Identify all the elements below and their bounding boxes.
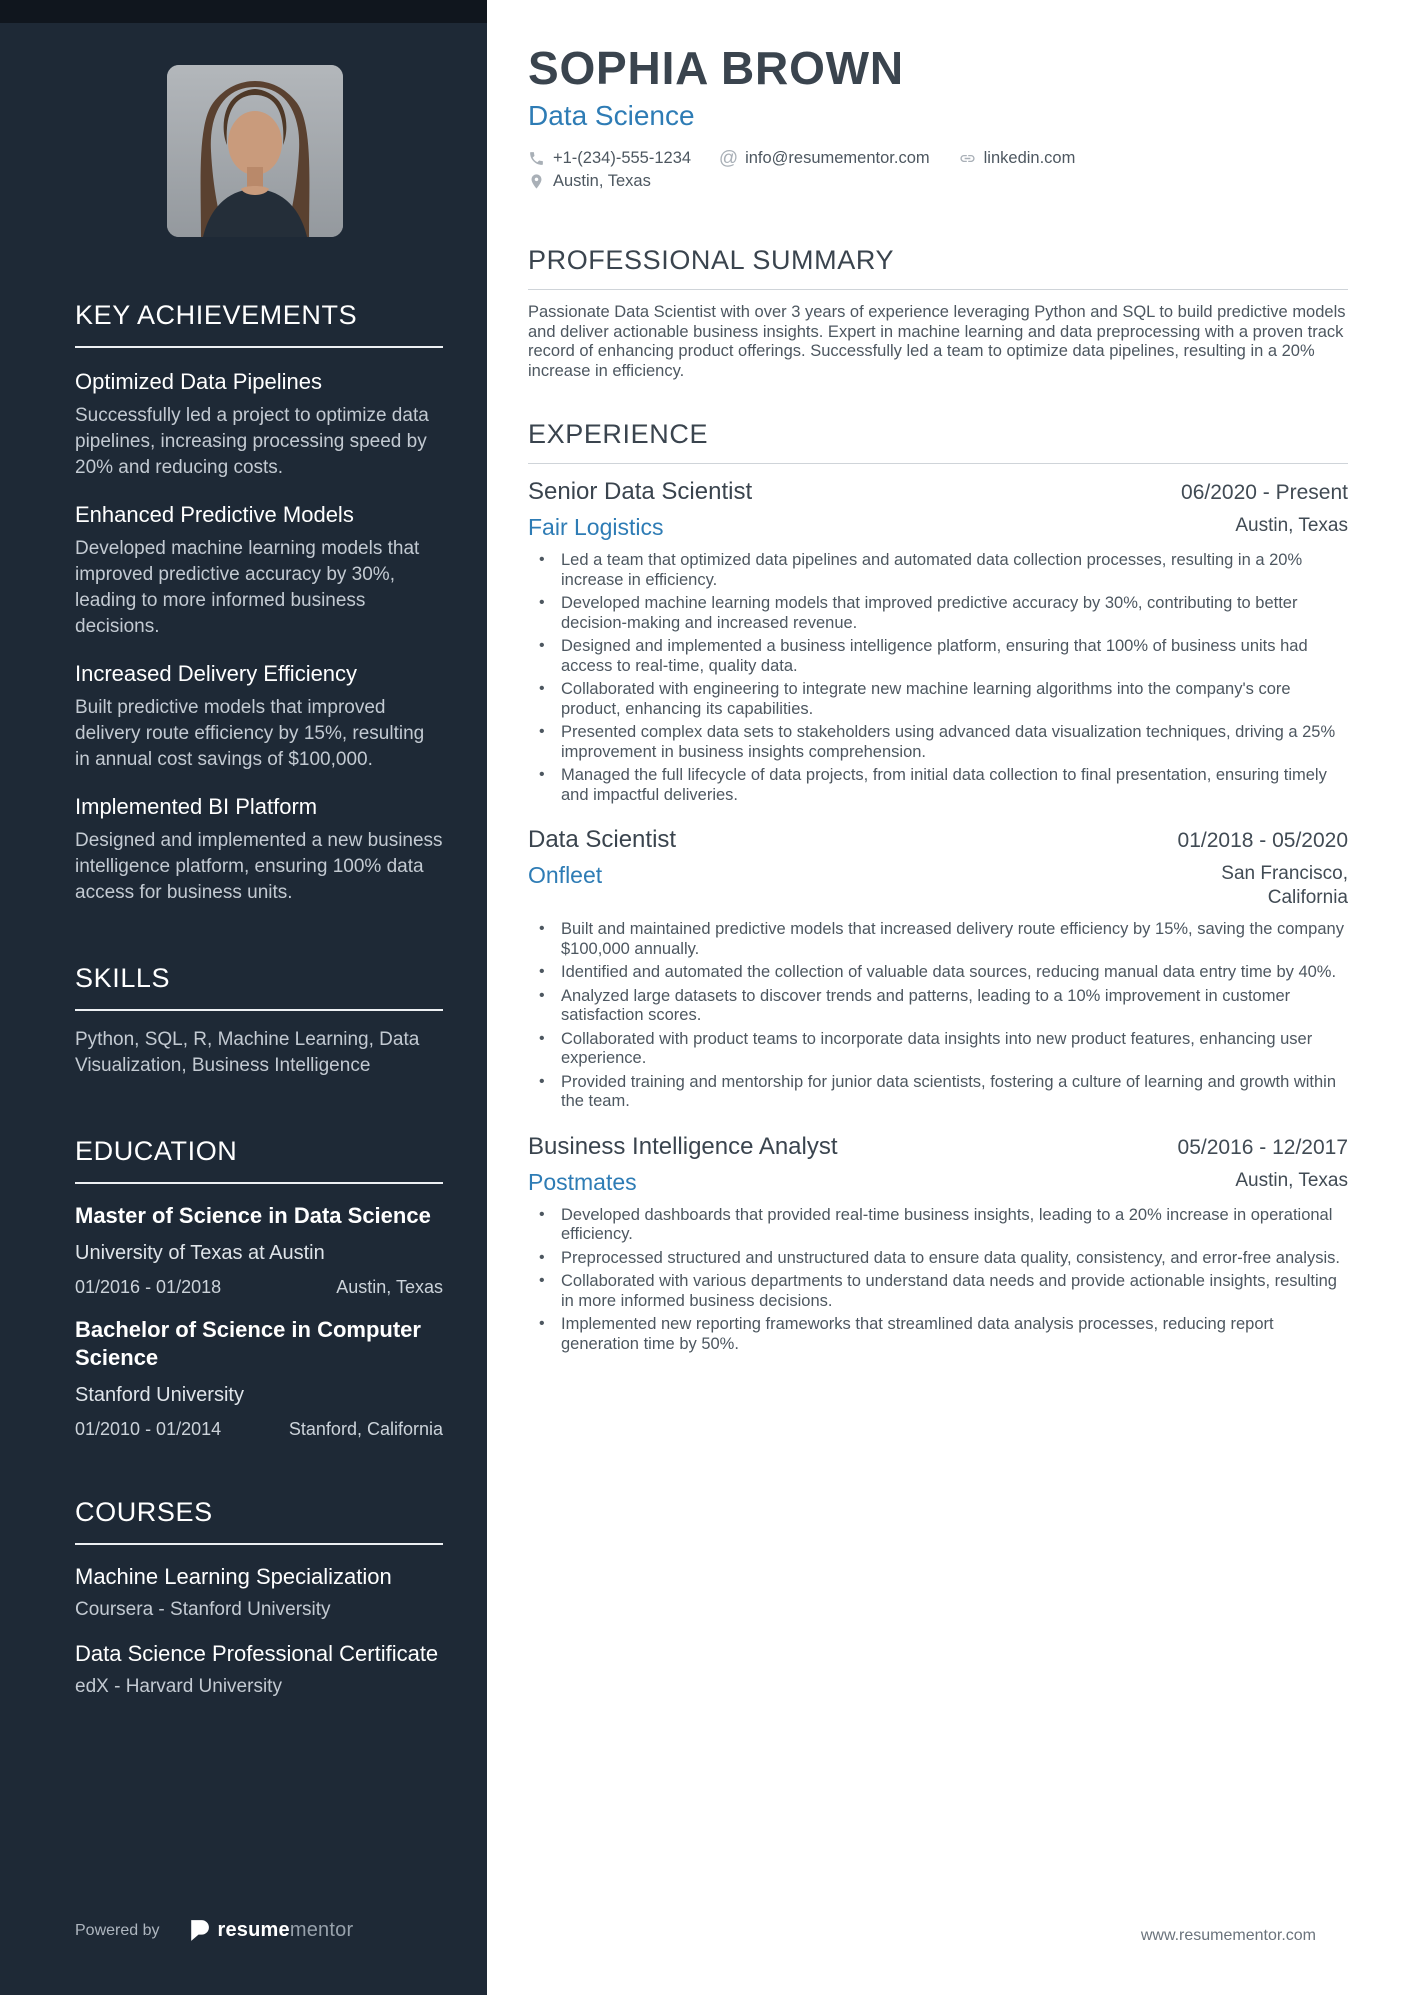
bullet-item: • Analyzed large datasets to discover trends and patterns, leading to a 10% improvement in customer satisfaction scores. (528, 987, 1348, 1026)
bullet-item: • Identified and automated the collection of valuable data sources, reducing manual data entry time by 40%. (528, 963, 1348, 983)
job-role: Business Intelligence Analyst (528, 1132, 838, 1160)
achievement-heading: Implemented BI Platform (75, 794, 318, 819)
skills-rule (75, 1009, 443, 1011)
education-dates: 01/2010 - 01/2014 (75, 1419, 222, 1439)
course-provider: edX - Harvard University (75, 1676, 282, 1697)
job-company[interactable]: Onfleet (528, 862, 603, 888)
bullet-item: • Managed the full lifecycle of data projects, from initial data collection to final presentation, ensuring timely and impactful deliveries. (528, 766, 1348, 805)
job-location: Austin, Texas (1235, 1169, 1348, 1191)
contact-email[interactable] (720, 147, 930, 170)
summary-rule (528, 289, 1348, 290)
contact-location (528, 170, 651, 193)
bullet-item: • Preprocessed structured and unstructured data to ensure data quality, consistency, and error-free analysis. (528, 1249, 1348, 1269)
bullet-item: • Developed machine learning models that improved predictive accuracy by 30%, contributing to better decision-making and increased revenue. (528, 594, 1348, 633)
brand-text-light: mentor (289, 1919, 354, 1941)
course-provider: Coursera - Stanford University (75, 1599, 331, 1620)
resumementor-logo-icon (186, 1918, 211, 1943)
job-subhead (528, 862, 1348, 910)
job-location: San Francisco, California (1221, 863, 1348, 908)
contact-info (528, 147, 1348, 193)
sidebar-top-strip (0, 0, 487, 23)
key-achievements-title: KEY ACHIEVEMENTS (75, 300, 358, 330)
courses-title: COURSES (75, 1497, 213, 1527)
achievement-text: Designed and implemented a new business intelligence platform, ensuring 100% data access for business units. (75, 830, 443, 903)
bullet-item: • Developed dashboards that provided real-time business insights, leading to a 20% increase in operational efficiency. (528, 1206, 1348, 1245)
job-company[interactable]: Postmates (528, 1168, 637, 1195)
achievement-heading: Enhanced Predictive Models (75, 502, 354, 527)
phone-number: +1-(234)-555-1234 (553, 149, 692, 167)
achievement-heading: Optimized Data Pipelines (75, 369, 323, 394)
summary-title: PROFESSIONAL SUMMARY (528, 245, 895, 275)
bullet-item: • Collaborated with various departments to understand data needs and provide actionable insights, resulting in more informed business decisions. (528, 1272, 1348, 1311)
summary-section (528, 245, 1348, 381)
location-pin-icon (528, 173, 545, 190)
main-content (487, 0, 1410, 1995)
candidate-title: Data Science (528, 100, 695, 131)
brand-text-bold: resume (217, 1919, 290, 1941)
education-location: Stanford, California (288, 1419, 443, 1439)
education-degree: Bachelor of Science in Computer Science (75, 1317, 421, 1370)
experience-rule (528, 463, 1348, 464)
education-item (75, 1202, 443, 1298)
job-company[interactable]: Fair Logistics (528, 514, 664, 540)
achievement-item (75, 368, 443, 481)
course-item (75, 1640, 443, 1699)
course-item (75, 1563, 443, 1622)
brand-text (218, 1919, 354, 1942)
bullet-item: • Collaborated with engineering to integrate new machine learning algorithms into the company's core product, enhancing its capabilities. (528, 680, 1348, 719)
bullet-item: • Led a team that optimized data pipelines and automated data collection processes, resulting in a 20% increase in efficiency. (528, 551, 1348, 590)
job-location: Austin, Texas (1235, 515, 1348, 536)
achievement-text: Built predictive models that improved delivery route efficiency by 15%, resulting in annual cost savings of $100,000. (75, 697, 425, 770)
job-entry (528, 825, 1348, 1112)
education-title: EDUCATION (75, 1136, 238, 1166)
achievement-item (75, 501, 443, 640)
education-rule (75, 1182, 443, 1184)
footer-url[interactable]: www.resumementor.com (1140, 1927, 1316, 1944)
job-head (528, 825, 1348, 854)
job-head (528, 477, 1348, 506)
bullet-item: • Built and maintained predictive models that increased delivery route efficiency by 15%, saving the company $100,000 annually. (528, 920, 1348, 959)
summary-text: Passionate Data Scientist with over 3 years of experience leveraging Python and SQL to build predictive models and deliver actionable business insights. Expert in machine learning and data preprocessing with a proven track record of enhancing product offerings. Successfully led a team to optimize data pipelines, resulting in a 20% increase in efficiency. (528, 303, 1346, 380)
job-dates: 06/2020 - Present (1181, 481, 1348, 504)
bullet-item: • Implemented new reporting frameworks that streamlined data analysis processes, reducing report generation time by 50%. (528, 1315, 1348, 1354)
experience-section (528, 419, 1348, 1354)
bullet-item: • Provided training and mentorship for junior data scientists, fostering a culture of learning and growth within the team. (528, 1073, 1348, 1112)
bullet-item: • Designed and implemented a business intelligence platform, ensuring that 100% of business units had access to real-time, quality data. (528, 637, 1348, 676)
profile-photo (167, 65, 343, 237)
candidate-name: SOPHIA BROWN (528, 42, 904, 94)
achievement-item (75, 660, 443, 773)
job-bullets (528, 1206, 1348, 1355)
education-item (75, 1316, 443, 1440)
location-text: Austin, Texas (553, 172, 651, 190)
achievement-item (75, 793, 443, 906)
job-role: Data Scientist (528, 826, 677, 853)
education-school: Stanford University (75, 1384, 244, 1406)
profile-photo-placeholder (167, 65, 343, 237)
contact-row-1 (528, 147, 1348, 170)
job-dates: 05/2016 - 12/2017 (1177, 1135, 1348, 1159)
experience-title: EXPERIENCE (528, 419, 709, 449)
sidebar-footer (75, 1918, 353, 1943)
job-entry (528, 1132, 1348, 1355)
education-location: Austin, Texas (336, 1277, 443, 1297)
email-address: info@resumementor.com (745, 149, 930, 167)
link-icon (959, 150, 976, 167)
achievement-heading: Increased Delivery Efficiency (75, 661, 358, 686)
job-bullets (528, 551, 1348, 805)
job-bullets (528, 920, 1348, 1112)
job-role: Senior Data Scientist (528, 478, 753, 505)
education-meta-row (75, 1418, 443, 1440)
phone-icon (528, 150, 545, 167)
education-meta-row (75, 1276, 443, 1298)
linkedin-link: linkedin.com (983, 149, 1076, 167)
bullet-item: • Presented complex data sets to stakeholders using advanced data visualization techniques, driving a 25% improvement in business insights comprehension. (528, 723, 1348, 762)
powered-by-label: Powered by (75, 1921, 160, 1939)
job-head (528, 1132, 1348, 1161)
education-school: University of Texas at Austin (75, 1242, 325, 1264)
contact-row-2 (528, 170, 1348, 193)
job-dates: 01/2018 - 05/2020 (1177, 829, 1348, 852)
sidebar (0, 0, 487, 1995)
job-subhead (528, 514, 1348, 541)
achievement-text: Developed machine learning models that improved predictive accuracy by 30%, leading to more informed business decisions. (75, 538, 420, 637)
email-at-icon: @ (718, 148, 739, 169)
achievement-text: Successfully led a project to optimize data pipelines, increasing processing speed by 20% and reducing costs. (75, 405, 429, 478)
brand-logo[interactable] (186, 1918, 354, 1943)
job-entry (528, 477, 1348, 805)
course-name: Machine Learning Specialization (75, 1564, 392, 1589)
skills-text: Python, SQL, R, Machine Learning, Data Visualization, Business Intelligence (75, 1029, 420, 1076)
contact-phone[interactable] (528, 147, 691, 170)
sidebar-content (0, 299, 487, 1699)
job-subhead (528, 1169, 1348, 1196)
key-achievements-rule (75, 346, 443, 348)
education-degree: Master of Science in Data Science (75, 1203, 431, 1228)
bullet-item: • Collaborated with product teams to incorporate data insights into new product features, enhancing user experience. (528, 1030, 1348, 1069)
course-name: Data Science Professional Certificate (75, 1641, 439, 1666)
skills-title: SKILLS (75, 963, 171, 993)
contact-linkedin[interactable] (959, 147, 1076, 170)
education-dates: 01/2016 - 01/2018 (75, 1277, 222, 1297)
courses-rule (75, 1543, 443, 1545)
